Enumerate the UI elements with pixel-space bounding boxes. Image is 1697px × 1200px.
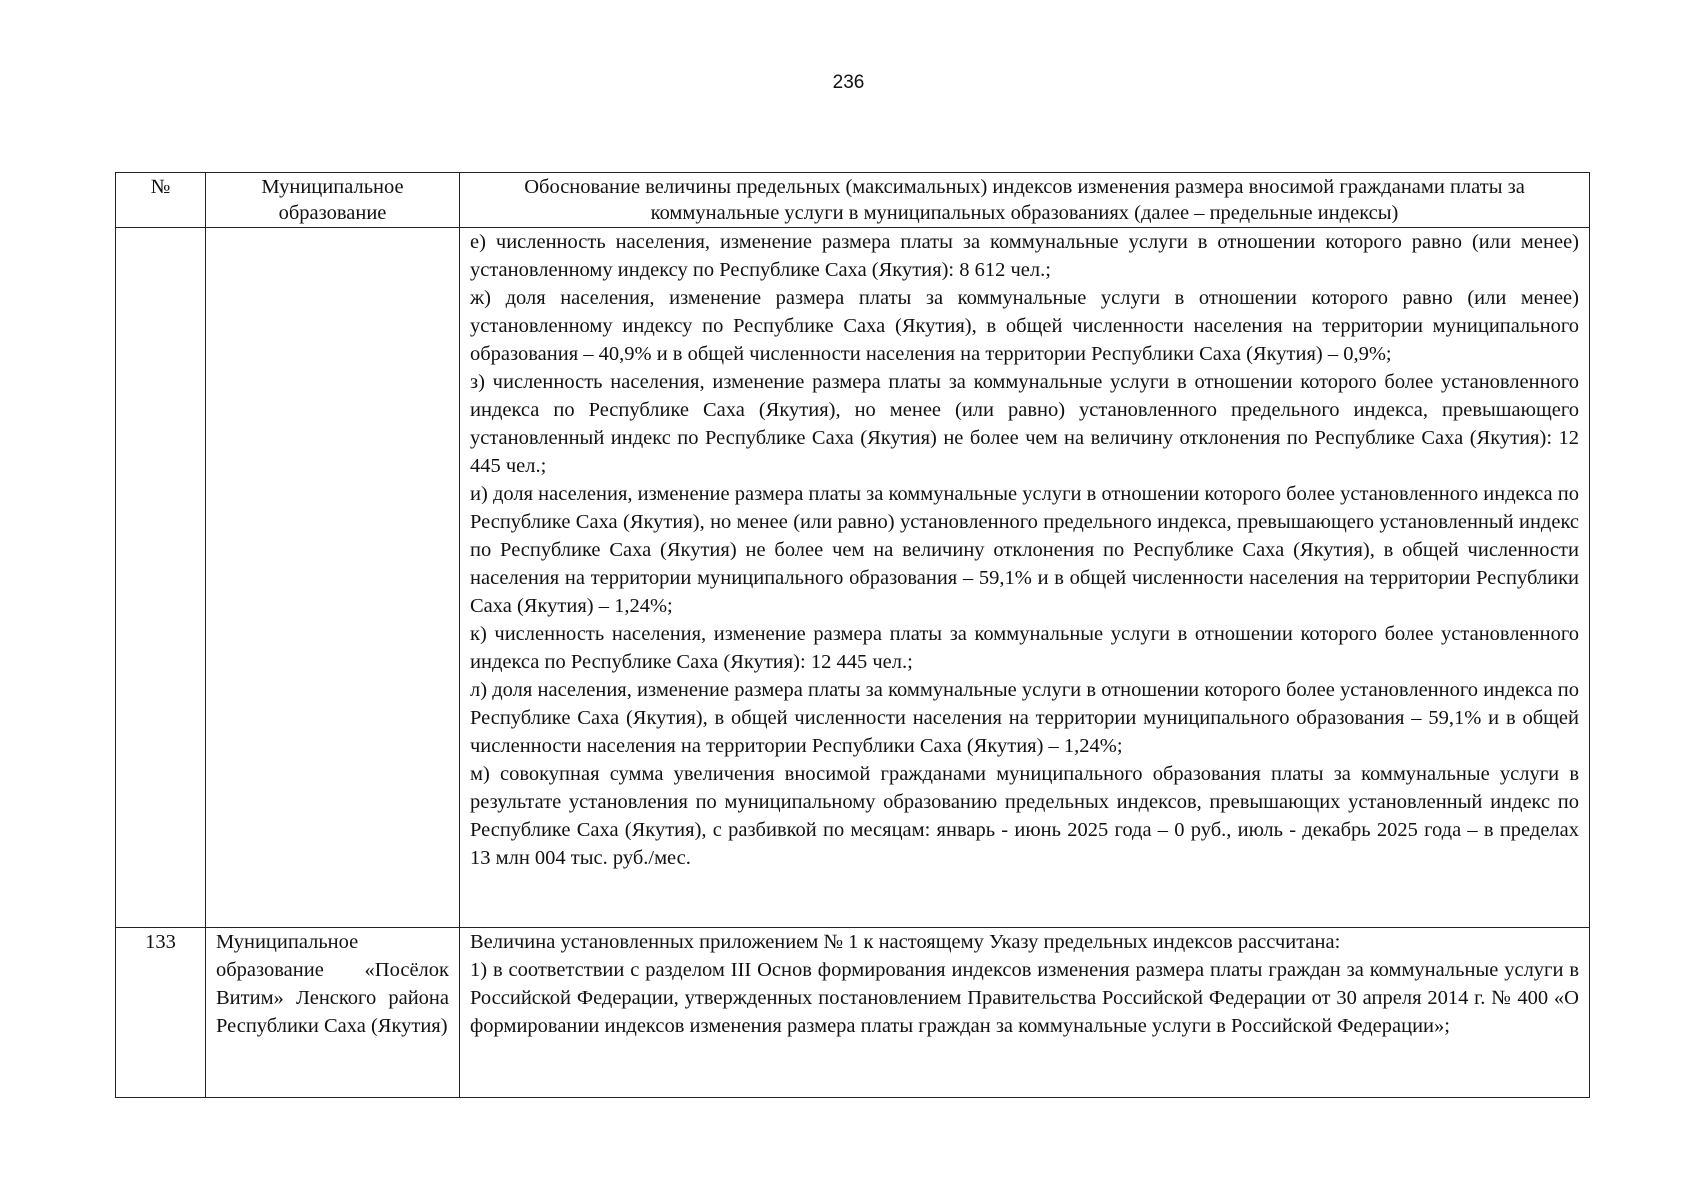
paragraph: к) численность населения, изменение размера платы за коммунальные услуги в отношении которого более установленного индекса по Республике Саха (Якутия): 12 445 чел.; — [470, 623, 1579, 673]
paragraph: Величина установленных приложением № 1 к настоящему Указу предельных индексов рассчитана: — [470, 931, 1341, 953]
page-number: 236 — [832, 72, 865, 93]
paragraph: 1) в соответствии с разделом III Основ формирования индексов изменения размера платы граждан за коммунальные услуги в Российской Федерации, утвержденных постановлением Правительства Российской Федерации от 30 апреля 2014 г. № 400 «О формировании индексов изменения размера платы граждан за коммунальные услуги в Российской Федерации»; — [470, 959, 1579, 1037]
row-number — [116, 228, 206, 928]
justification-table — [115, 172, 1590, 1098]
table-header-row — [116, 173, 1590, 228]
paragraph: з) численность населения, изменение размера платы за коммунальные услуги в отношении которого более установленного индекса по Республике Саха (Якутия), но менее (или равно) установленного предельного индекса, превышающего установленный индекс по Республике Саха (Якутия) не более чем на величину отклонения по Республике Саха (Якутия): 12 445 чел.; — [470, 371, 1579, 477]
row-municipality — [206, 228, 460, 928]
paragraph: е) численность населения, изменение размера платы за коммунальные услуги в отношении которого равно (или менее) установленному индексу по Республике Саха (Якутия): 8 612 чел.; — [470, 231, 1579, 281]
header-justification: Обоснование величины предельных (максимальных) индексов изменения размера вносимой гражданами платы за коммунальные услуги в муниципальных образованиях (далее – предельные индексы) — [460, 173, 1590, 228]
paragraph: л) доля населения, изменение размера платы за коммунальные услуги в отношении которого более установленного индекса по Республике Саха (Якутия), в общей численности населения на территории муниципального образования – 59,1% и в общей численности населения на территории Республики Саха (Якутия) – 1,24%; — [470, 679, 1579, 757]
row-justification — [460, 928, 1590, 1098]
table-row — [116, 928, 1590, 1098]
paragraph: м) совокупная сумма увеличения вносимой гражданами муниципального образования платы за коммунальные услуги в результате установления по муниципальному образованию предельных индексов, превышающих установленный индекс по Республике Саха (Якутия), с разбивкой по месяцам: январь - июнь 2025 года – 0 руб., июль - декабрь 2025 года – в пределах 13 млн 004 тыс. руб./мес. — [470, 763, 1579, 869]
table-row — [116, 228, 1590, 928]
paragraph: ж) доля населения, изменение размера платы за коммунальные услуги в отношении которого равно (или менее) установленному индексу по Республике Саха (Якутия), в общей численности населения на территории муниципального образования – 40,9% и в общей численности населения на территории Республики Саха (Якутия) – 0,9%; — [470, 287, 1579, 365]
row-number: 133 — [116, 928, 206, 1098]
paragraph: и) доля населения, изменение размера платы за коммунальные услуги в отношении которого более установленного индекса по Республике Саха (Якутия), но менее (или равно) установленного предельного индекса, превышающего установленный индекс по Республике Саха (Якутия) не более чем на величину отклонения по Республике Саха (Якутия), в общей численности населения на территории муниципального образования – 59,1% и в общей численности населения на территории Республики Саха (Якутия) – 1,24%; — [470, 483, 1579, 617]
header-number: № — [116, 173, 206, 228]
header-municipality: Муниципальное образование — [206, 173, 460, 228]
row-municipality: Муниципальное образование «Посёлок Витим» Ленского района Республики Саха (Якутия) — [206, 928, 460, 1098]
row-justification — [460, 228, 1590, 928]
